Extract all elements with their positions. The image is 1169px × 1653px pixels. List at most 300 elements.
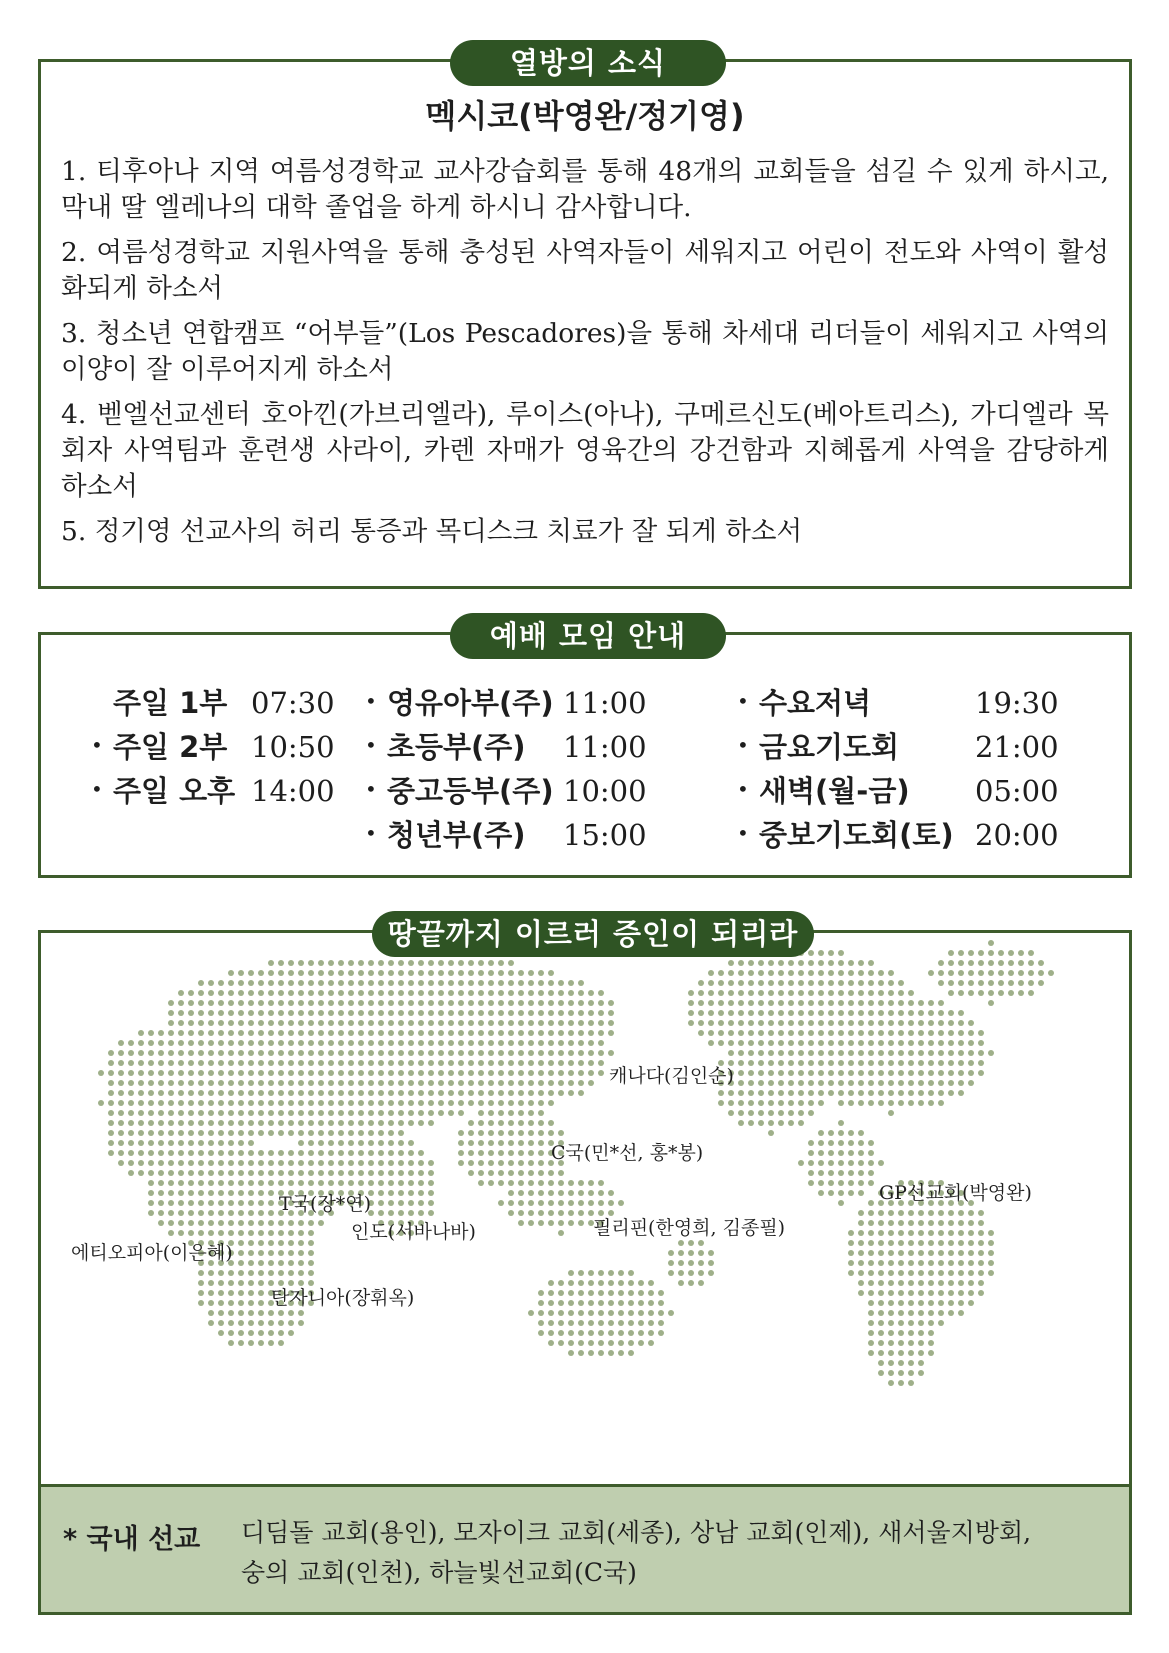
map-dot	[218, 1110, 224, 1116]
map-dot	[308, 970, 314, 976]
map-dot	[438, 970, 444, 976]
map-dot	[868, 1340, 874, 1346]
map-dot	[428, 1110, 434, 1116]
map-dot	[338, 970, 344, 976]
map-dot	[248, 1340, 254, 1346]
map-dot	[468, 1010, 474, 1016]
map-dot	[628, 1350, 634, 1356]
map-dot	[218, 1010, 224, 1016]
map-dot	[878, 1290, 884, 1296]
map-dot	[868, 1180, 874, 1186]
map-dot	[378, 1190, 384, 1196]
map-dot	[638, 1280, 644, 1286]
map-dot	[358, 990, 364, 996]
map-dot	[918, 1350, 924, 1356]
service-time: 07:30	[251, 686, 335, 720]
map-dot	[438, 1040, 444, 1046]
map-dot	[558, 1130, 564, 1136]
map-dot	[728, 1050, 734, 1056]
map-dot	[968, 980, 974, 986]
map-dot	[298, 1150, 304, 1156]
map-dot	[208, 1090, 214, 1096]
map-dot	[368, 1090, 374, 1096]
map-dot	[748, 1080, 754, 1086]
map-dot	[778, 1050, 784, 1056]
map-dot	[378, 1050, 384, 1056]
map-dot	[828, 970, 834, 976]
map-dot	[948, 1010, 954, 1016]
map-dot	[548, 1010, 554, 1016]
map-dot	[868, 1080, 874, 1086]
map-dot	[758, 1070, 764, 1076]
map-dot	[728, 980, 734, 986]
map-dot	[398, 1200, 404, 1206]
map-dot	[818, 960, 824, 966]
map-dot	[128, 1080, 134, 1086]
map-dot	[238, 1040, 244, 1046]
map-dot	[428, 1100, 434, 1106]
map-dot	[478, 1120, 484, 1126]
map-dot	[298, 990, 304, 996]
map-dot	[268, 1110, 274, 1116]
map-dot	[388, 1110, 394, 1116]
map-dot	[208, 990, 214, 996]
map-dot	[528, 1030, 534, 1036]
map-dot	[258, 1170, 264, 1176]
map-dot	[758, 1050, 764, 1056]
bullet: •	[365, 689, 377, 713]
map-dot	[288, 1240, 294, 1246]
map-dot	[538, 1300, 544, 1306]
map-dot	[568, 1190, 574, 1196]
map-dot	[948, 1050, 954, 1056]
map-dot	[728, 1030, 734, 1036]
map-dot	[158, 1090, 164, 1096]
map-dot	[278, 960, 284, 966]
map-dot	[748, 1100, 754, 1106]
map-dot	[138, 1090, 144, 1096]
map-dot	[978, 1050, 984, 1056]
map-dot	[778, 970, 784, 976]
map-dot	[788, 1120, 794, 1126]
map-dot	[1038, 980, 1044, 986]
map-dot	[228, 1190, 234, 1196]
map-dot	[498, 980, 504, 986]
map-dot	[118, 1120, 124, 1126]
map-dot	[228, 1320, 234, 1326]
map-dot	[398, 1160, 404, 1166]
map-dot	[988, 1260, 994, 1266]
map-dot	[948, 1270, 954, 1276]
map-dot	[928, 1270, 934, 1276]
map-dot	[238, 1020, 244, 1026]
map-dot	[218, 1280, 224, 1286]
map-dot	[338, 1050, 344, 1056]
map-dot	[158, 1150, 164, 1156]
map-dot	[458, 1020, 464, 1026]
map-dot	[1038, 970, 1044, 976]
map-dot	[208, 1010, 214, 1016]
map-dot	[408, 980, 414, 986]
map-dot	[438, 1100, 444, 1106]
map-dot	[398, 1100, 404, 1106]
map-dot	[188, 1040, 194, 1046]
map-dot	[878, 1270, 884, 1276]
map-dot	[378, 1150, 384, 1156]
map-dot	[808, 960, 814, 966]
map-dot	[248, 1200, 254, 1206]
map-dot	[898, 1340, 904, 1346]
map-dot	[338, 980, 344, 986]
map-dot	[868, 1280, 874, 1286]
map-dot	[738, 970, 744, 976]
map-dot	[468, 1000, 474, 1006]
map-dot	[468, 1060, 474, 1066]
map-dot	[478, 1070, 484, 1076]
map-dot	[898, 1240, 904, 1246]
map-dot	[258, 980, 264, 986]
map-dot	[408, 1200, 414, 1206]
map-dot	[868, 1250, 874, 1256]
map-dot	[398, 1000, 404, 1006]
map-dot	[788, 990, 794, 996]
map-dot	[248, 1010, 254, 1016]
map-dot	[178, 1160, 184, 1166]
map-dot	[558, 1170, 564, 1176]
map-dot	[938, 1270, 944, 1276]
map-dot	[238, 1140, 244, 1146]
map-dot	[188, 1050, 194, 1056]
map-dot	[798, 1020, 804, 1026]
map-dot	[648, 1310, 654, 1316]
map-dot	[758, 1010, 764, 1016]
map-dot	[208, 1030, 214, 1036]
map-dot	[418, 980, 424, 986]
map-dot	[228, 1020, 234, 1026]
map-dot	[938, 980, 944, 986]
map-dot	[598, 1330, 604, 1336]
map-dot	[838, 980, 844, 986]
map-dot	[118, 1050, 124, 1056]
map-dot	[868, 970, 874, 976]
map-dot	[438, 960, 444, 966]
map-dot	[468, 1120, 474, 1126]
map-dot	[108, 1070, 114, 1076]
map-dot	[888, 1380, 894, 1386]
map-dot	[748, 970, 754, 976]
map-dot	[538, 1210, 544, 1216]
map-dot	[858, 1070, 864, 1076]
map-dot	[238, 1290, 244, 1296]
map-dot	[268, 1190, 274, 1196]
map-dot	[528, 970, 534, 976]
map-dot	[248, 1210, 254, 1216]
map-dot	[698, 980, 704, 986]
map-dot	[778, 1110, 784, 1116]
map-dot	[588, 990, 594, 996]
map-dot	[878, 1350, 884, 1356]
map-dot	[208, 1100, 214, 1106]
map-dot	[848, 960, 854, 966]
map-dot	[578, 1010, 584, 1016]
map-dot	[548, 1290, 554, 1296]
map-dot	[828, 1050, 834, 1056]
map-dot	[908, 1100, 914, 1106]
map-dot	[868, 1000, 874, 1006]
map-dot	[948, 970, 954, 976]
map-dot	[518, 1130, 524, 1136]
map-dot	[578, 1050, 584, 1056]
map-dot	[778, 1040, 784, 1046]
map-dot	[298, 1270, 304, 1276]
map-dot	[678, 1240, 684, 1246]
map-dot	[518, 1120, 524, 1126]
domestic-line-2: 숭의 교회(인천), 하늘빛선교회(C국)	[241, 1558, 637, 1587]
map-dot	[238, 1250, 244, 1256]
map-dot	[308, 1110, 314, 1116]
map-dot	[548, 1310, 554, 1316]
map-dot	[518, 1150, 524, 1156]
service-name: 수요저녁	[759, 686, 872, 720]
map-dot	[898, 1220, 904, 1226]
map-dot	[648, 1280, 654, 1286]
map-dot	[348, 970, 354, 976]
map-dot	[878, 1080, 884, 1086]
map-dot	[608, 1030, 614, 1036]
map-dot	[348, 1080, 354, 1086]
map-dot	[868, 1290, 874, 1296]
map-dot	[988, 960, 994, 966]
map-dot	[908, 1280, 914, 1286]
map-dot	[968, 1060, 974, 1066]
map-dot	[138, 1060, 144, 1066]
map-dot	[468, 1050, 474, 1056]
map-dot	[888, 1020, 894, 1026]
map-dot	[818, 1050, 824, 1056]
map-dot	[498, 1160, 504, 1166]
map-dot	[808, 1010, 814, 1016]
map-dot	[578, 1080, 584, 1086]
map-dot	[818, 1150, 824, 1156]
prayer-item-4: 4. 벧엘선교센터 호아낀(가브리엘라), 루이스(아나), 구메르신도(베아트리스), 가디엘라 목회자 사역팀과 훈련생 사라이, 카렌 자매가 영육간의 강건함과 지혜롭게 사역을 감당하게 하소서	[61, 399, 1109, 502]
map-dot	[158, 1140, 164, 1146]
map-dot	[458, 1030, 464, 1036]
map-dot	[128, 1100, 134, 1106]
map-dot	[368, 1130, 374, 1136]
map-dot	[228, 1290, 234, 1296]
map-dot	[248, 1150, 254, 1156]
map-dot	[948, 1290, 954, 1296]
map-dot	[148, 1190, 154, 1196]
map-dot	[908, 1340, 914, 1346]
map-dot	[408, 1190, 414, 1196]
map-dot	[258, 1030, 264, 1036]
map-dot	[488, 1140, 494, 1146]
map-dot	[498, 1080, 504, 1086]
map-dot	[218, 1030, 224, 1036]
map-dot	[388, 970, 394, 976]
map-dot	[688, 1250, 694, 1256]
map-dot	[128, 1130, 134, 1136]
map-dot	[308, 990, 314, 996]
map-dot	[288, 1090, 294, 1096]
map-dot	[338, 960, 344, 966]
map-dot	[168, 1080, 174, 1086]
map-dot	[518, 1180, 524, 1186]
map-dot	[408, 1030, 414, 1036]
map-dot	[168, 1000, 174, 1006]
map-dot	[898, 1090, 904, 1096]
map-dot	[258, 1100, 264, 1106]
map-dot	[888, 1100, 894, 1106]
map-dot	[228, 1200, 234, 1206]
map-dot	[988, 1000, 994, 1006]
map-dot	[148, 1050, 154, 1056]
map-dot	[888, 990, 894, 996]
map-dot	[488, 1020, 494, 1026]
map-dot	[808, 1080, 814, 1086]
map-dot	[258, 1130, 264, 1136]
map-dot	[888, 980, 894, 986]
map-dot	[608, 1280, 614, 1286]
map-dot	[358, 1140, 364, 1146]
map-dot	[508, 1000, 514, 1006]
map-dot	[128, 1160, 134, 1166]
map-dot	[528, 980, 534, 986]
map-dot	[818, 970, 824, 976]
map-dot	[298, 1120, 304, 1126]
map-dot	[198, 1270, 204, 1276]
map-dot	[528, 1010, 534, 1016]
map-dot	[328, 970, 334, 976]
map-dot	[738, 1020, 744, 1026]
map-dot	[558, 1020, 564, 1026]
map-dot	[218, 1150, 224, 1156]
map-dot	[138, 1040, 144, 1046]
map-dot	[338, 990, 344, 996]
map-dot	[898, 1370, 904, 1376]
map-dot	[748, 1010, 754, 1016]
map-dot	[378, 1010, 384, 1016]
map-dot	[1028, 980, 1034, 986]
map-dot	[368, 1000, 374, 1006]
map-dot	[688, 1270, 694, 1276]
map-dot	[808, 1140, 814, 1146]
map-dot	[258, 1000, 264, 1006]
map-dot	[238, 1180, 244, 1186]
map-dot	[138, 1030, 144, 1036]
map-label-canada: 캐나다(김인순)	[609, 1065, 734, 1087]
map-dot	[268, 1170, 274, 1176]
map-dot	[708, 1000, 714, 1006]
map-dot	[288, 1150, 294, 1156]
map-dot	[178, 1220, 184, 1226]
map-dot	[828, 1160, 834, 1166]
map-dot	[478, 1100, 484, 1106]
map-dot	[188, 1100, 194, 1106]
map-dot	[448, 1080, 454, 1086]
map-dot	[418, 1200, 424, 1206]
map-dot	[818, 1010, 824, 1016]
map-dot	[888, 1340, 894, 1346]
map-dot	[538, 1310, 544, 1316]
map-dot	[768, 1000, 774, 1006]
map-dot	[388, 1190, 394, 1196]
map-dot	[528, 1050, 534, 1056]
map-dot	[438, 1010, 444, 1016]
map-dot	[468, 1080, 474, 1086]
map-dot	[238, 1110, 244, 1116]
map-dot	[518, 1110, 524, 1116]
map-dot	[148, 1080, 154, 1086]
map-dot	[208, 1310, 214, 1316]
map-dot	[478, 1180, 484, 1186]
map-dot	[328, 1030, 334, 1036]
map-dot	[528, 1160, 534, 1166]
map-dot	[838, 960, 844, 966]
map-dot	[378, 1130, 384, 1136]
map-dot	[348, 1060, 354, 1066]
map-dot	[958, 1080, 964, 1086]
map-dot	[898, 1230, 904, 1236]
map-dot	[368, 1030, 374, 1036]
map-dot	[308, 1220, 314, 1226]
map-dot	[528, 1100, 534, 1106]
map-dot	[178, 1210, 184, 1216]
map-dot	[538, 1200, 544, 1206]
map-dot	[538, 970, 544, 976]
map-dot	[648, 1290, 654, 1296]
map-dot	[748, 1110, 754, 1116]
map-dot	[1038, 960, 1044, 966]
map-dot	[348, 1090, 354, 1096]
map-dot	[398, 1170, 404, 1176]
map-dot	[1048, 970, 1054, 976]
map-dot	[518, 1200, 524, 1206]
map-dot	[268, 1090, 274, 1096]
map-dot	[408, 1150, 414, 1156]
map-dot	[738, 1050, 744, 1056]
map-dot	[188, 1210, 194, 1216]
prayer-item-3: 3. 청소년 연합캠프 “어부들”(Los Pescadores)을 통해 차세대 리더들이 세워지고 사역의 이양이 잘 이루어지게 하소서	[61, 318, 1109, 385]
map-dot	[918, 1300, 924, 1306]
map-dot	[268, 1050, 274, 1056]
map-dot	[878, 1160, 884, 1166]
map-dot	[908, 1310, 914, 1316]
map-dot	[898, 1260, 904, 1266]
map-dot	[598, 1290, 604, 1296]
map-dot	[228, 1120, 234, 1126]
map-dot	[868, 1310, 874, 1316]
map-dot	[288, 960, 294, 966]
map-dot	[218, 1000, 224, 1006]
map-dot	[248, 1280, 254, 1286]
map-dot	[908, 1260, 914, 1266]
map-dot	[948, 980, 954, 986]
map-dot	[288, 1100, 294, 1106]
map-dot	[568, 1040, 574, 1046]
map-dot	[278, 1050, 284, 1056]
map-dot	[908, 1270, 914, 1276]
map-dot	[208, 1210, 214, 1216]
map-dot	[868, 1140, 874, 1146]
map-dot	[908, 1290, 914, 1296]
map-dot	[968, 1230, 974, 1236]
map-dot	[888, 970, 894, 976]
map-dot	[268, 1160, 274, 1166]
map-dot	[508, 1050, 514, 1056]
map-dot	[218, 1060, 224, 1066]
